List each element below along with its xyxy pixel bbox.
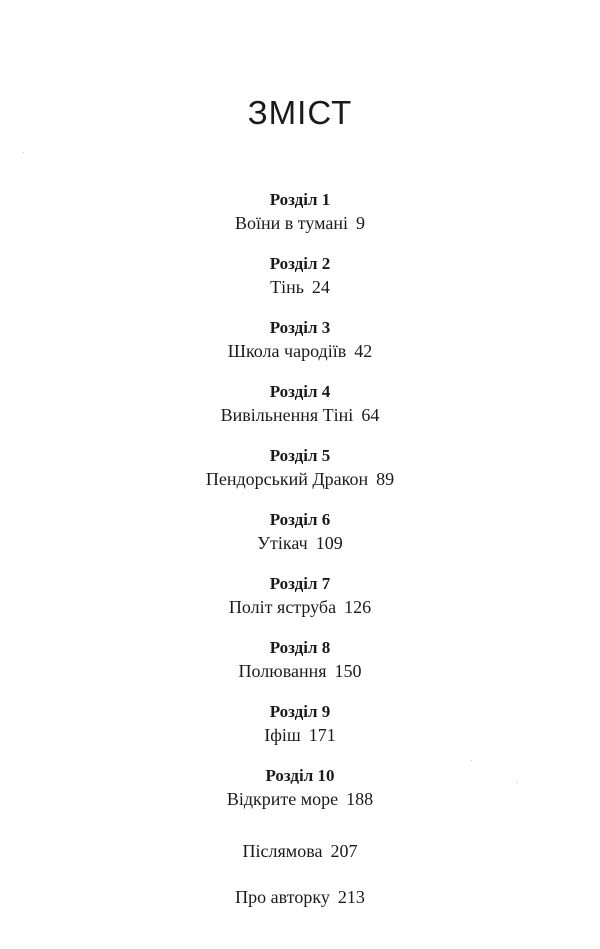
entry-title-line xyxy=(0,839,600,863)
toc-entry-chapter-8[interactable] xyxy=(0,637,600,701)
entry-title-line xyxy=(0,885,600,909)
chapter-title: Політ яструба xyxy=(228,597,337,617)
chapter-title-line xyxy=(0,467,600,491)
toc-entry-about-author[interactable] xyxy=(0,885,600,931)
chapter-title: Утікач xyxy=(257,533,308,553)
chapter-label: Розділ 3 xyxy=(269,318,331,337)
entry-title: Про авторку xyxy=(235,887,330,907)
chapter-title-line xyxy=(0,403,600,427)
chapter-label: Розділ 7 xyxy=(269,574,331,593)
chapter-title-line xyxy=(0,211,600,235)
chapter-label: Розділ 10 xyxy=(265,766,335,785)
page-number: 109 xyxy=(315,533,343,553)
chapter-title: Відкрите море xyxy=(226,789,339,809)
chapter-label: Розділ 5 xyxy=(269,446,331,465)
paper-speck xyxy=(470,760,472,761)
page-number: 188 xyxy=(346,789,374,809)
page-number: 171 xyxy=(308,725,336,745)
chapter-title-line xyxy=(0,595,600,619)
toc-entry-chapter-10[interactable] xyxy=(0,765,600,839)
toc-entry-chapter-6[interactable] xyxy=(0,509,600,573)
chapter-title-line xyxy=(0,659,600,683)
entry-title: Післямова xyxy=(242,841,323,861)
page-number: 207 xyxy=(330,841,358,861)
paper-speck xyxy=(22,152,24,153)
chapter-title: Школа чародіїв xyxy=(227,341,347,361)
paper-speck xyxy=(516,782,518,783)
page-number: 89 xyxy=(376,469,395,489)
chapter-title: Полювання xyxy=(238,661,327,681)
chapter-title-line xyxy=(0,723,600,747)
page-number: 42 xyxy=(354,341,373,361)
chapter-title-line xyxy=(0,787,600,811)
page-number: 126 xyxy=(344,597,372,617)
toc-entry-chapter-9[interactable] xyxy=(0,701,600,765)
toc-entry-afterword[interactable] xyxy=(0,839,600,885)
page-number: 64 xyxy=(361,405,380,425)
chapter-title: Вивільнення Тіні xyxy=(220,405,354,425)
chapter-title: Пендорський Дракон xyxy=(205,469,369,489)
chapter-label: Розділ 8 xyxy=(269,638,331,657)
chapter-label: Розділ 4 xyxy=(269,382,331,401)
chapter-title-line xyxy=(0,339,600,363)
toc-entry-chapter-4[interactable] xyxy=(0,381,600,445)
page-number: 24 xyxy=(311,277,330,297)
page-number: 213 xyxy=(337,887,365,907)
chapter-title: Тінь xyxy=(270,277,304,297)
toc-entry-chapter-3[interactable] xyxy=(0,317,600,381)
page-number: 9 xyxy=(356,213,366,233)
page-number: 150 xyxy=(334,661,362,681)
chapter-title: Іфіш xyxy=(264,725,301,745)
chapter-title: Воїни в тумані xyxy=(234,213,349,233)
chapter-label: Розділ 6 xyxy=(269,510,331,529)
page-title: ЗМІСТ xyxy=(247,94,353,131)
chapter-label: Розділ 9 xyxy=(269,702,331,721)
toc-entry-chapter-5[interactable] xyxy=(0,445,600,509)
toc-entry-chapter-2[interactable] xyxy=(0,253,600,317)
toc-entry-chapter-7[interactable] xyxy=(0,573,600,637)
table-of-contents xyxy=(0,189,600,931)
chapter-label: Розділ 2 xyxy=(269,254,331,273)
chapter-title-line xyxy=(0,531,600,555)
chapter-title-line xyxy=(0,275,600,299)
chapter-label: Розділ 1 xyxy=(269,190,331,209)
toc-entry-chapter-1[interactable] xyxy=(0,189,600,253)
